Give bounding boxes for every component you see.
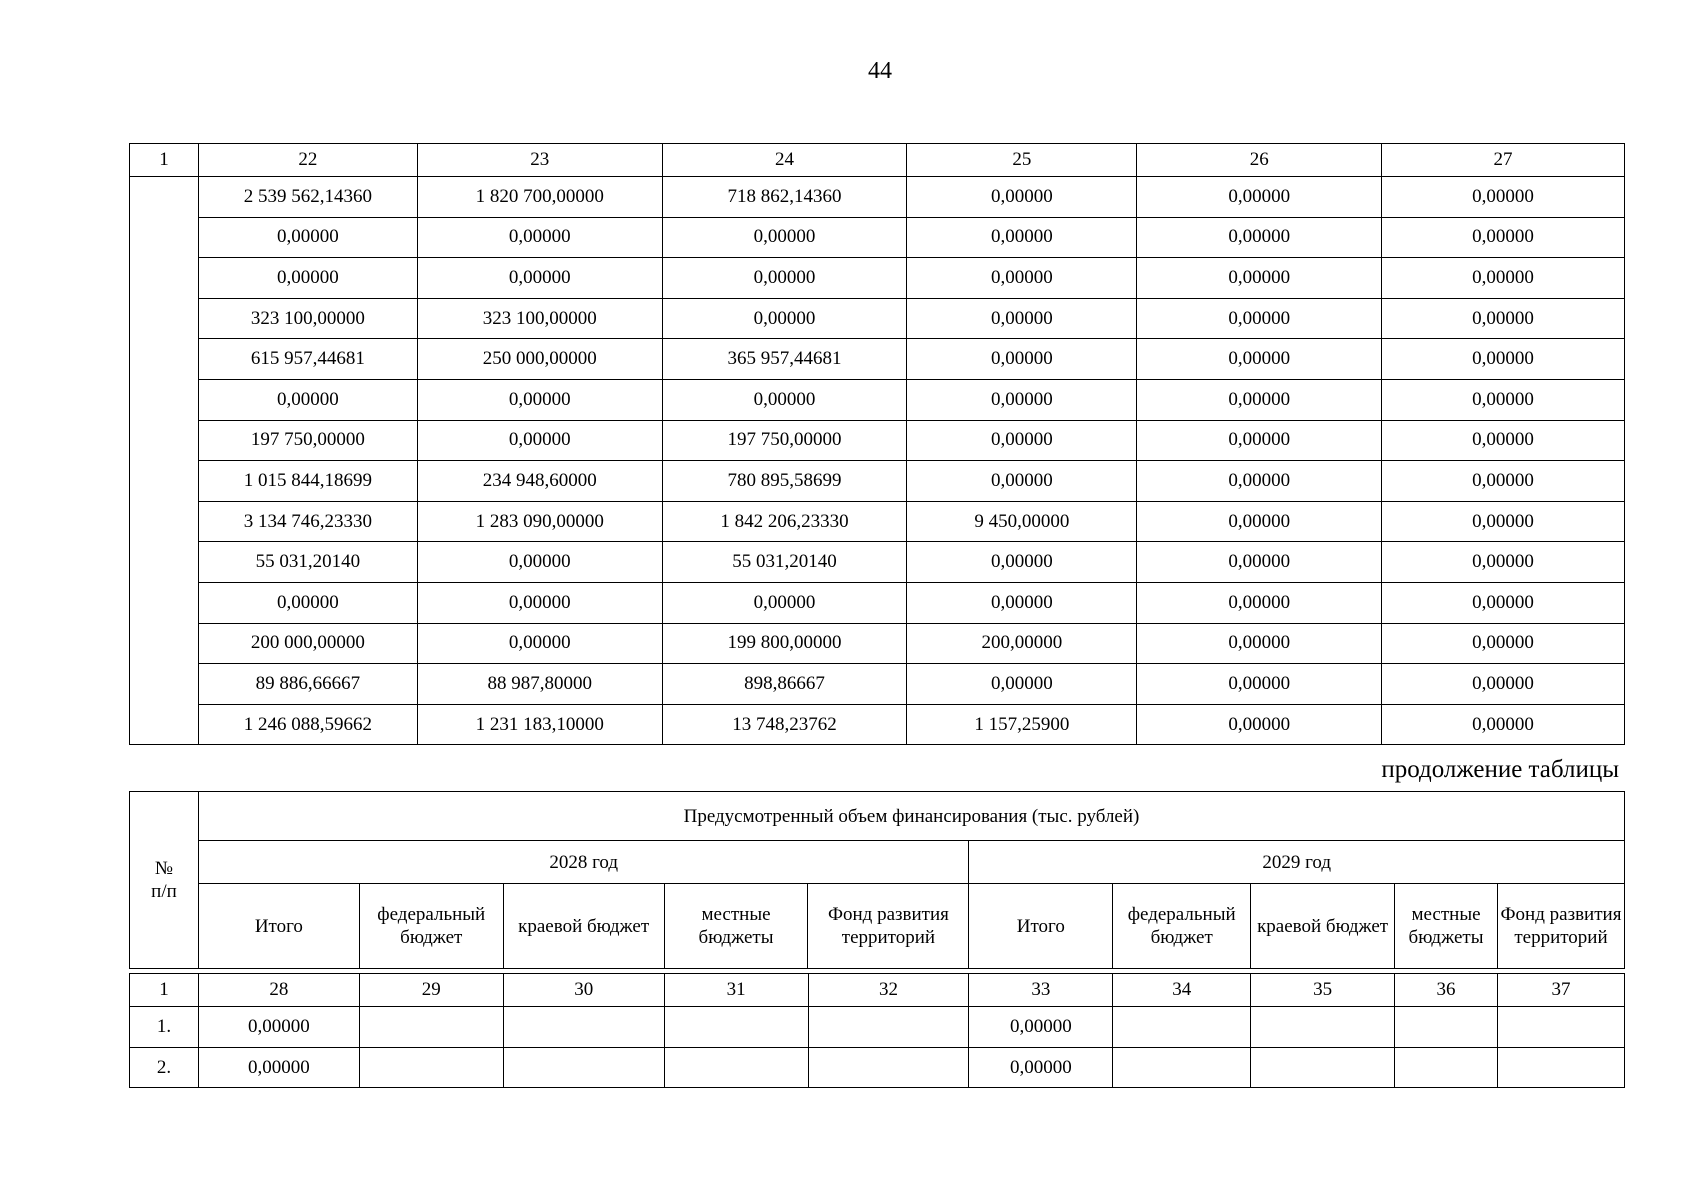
table-cell: 0,00000 — [1137, 704, 1382, 745]
row-number-cell: 1. — [130, 1007, 199, 1048]
table-cell: 234 948,60000 — [417, 461, 662, 502]
financing-table-header — [129, 791, 1625, 969]
table-cell: 197 750,00000 — [198, 420, 417, 461]
table-cell: 0,00000 — [417, 623, 662, 664]
column-number: 27 — [1382, 144, 1625, 177]
column-number-row — [130, 974, 1625, 1007]
table-cell — [664, 1007, 808, 1048]
table-cell: 0,00000 — [907, 258, 1137, 299]
table-row — [130, 420, 1625, 461]
table-cell: 0,00000 — [662, 298, 907, 339]
column-number: 26 — [1137, 144, 1382, 177]
table-cell: 0,00000 — [1137, 217, 1382, 258]
table-cell: 0,00000 — [417, 258, 662, 299]
column-number: 36 — [1395, 974, 1498, 1007]
table-cell: 0,00000 — [907, 217, 1137, 258]
table-cell: 0,00000 — [1137, 623, 1382, 664]
table-row — [130, 177, 1625, 218]
table-cell: 0,00000 — [1137, 542, 1382, 583]
table-cell: 0,00000 — [1137, 461, 1382, 502]
table-cell: 0,00000 — [907, 339, 1137, 380]
table-cell: 0,00000 — [198, 1047, 359, 1088]
table-row — [130, 623, 1625, 664]
table-cell — [503, 1047, 664, 1088]
table-cell: 898,86667 — [662, 664, 907, 705]
table-cell: 0,00000 — [907, 420, 1137, 461]
table-cell — [359, 1007, 503, 1048]
table-cell: 0,00000 — [907, 379, 1137, 420]
budget-column-header: Итого — [198, 884, 359, 969]
column-number: 25 — [907, 144, 1137, 177]
budget-column-header: местные бюджеты — [1395, 884, 1498, 969]
column-number: 22 — [198, 144, 417, 177]
column-number: 24 — [662, 144, 907, 177]
table-row — [130, 1007, 1625, 1048]
budget-column-header: Фонд развития территорий — [1497, 884, 1624, 969]
table-cell: 3 134 746,23330 — [198, 501, 417, 542]
table-cell: 200 000,00000 — [198, 623, 417, 664]
table-cell: 89 886,66667 — [198, 664, 417, 705]
table-cell: 0,00000 — [1382, 542, 1625, 583]
table-cell: 0,00000 — [1137, 177, 1382, 218]
column-number-row — [130, 144, 1625, 177]
table-cell: 1 246 088,59662 — [198, 704, 417, 745]
table-cell: 0,00000 — [1382, 420, 1625, 461]
column-number: 1 — [130, 974, 199, 1007]
table-cell: 1 283 090,00000 — [417, 501, 662, 542]
financing-volume-title: Предусмотренный объем финансирования (тыс. рублей) — [198, 792, 1624, 841]
table-cell — [808, 1007, 969, 1048]
column-number: 33 — [969, 974, 1113, 1007]
table-row — [130, 461, 1625, 502]
column-number: 35 — [1251, 974, 1395, 1007]
row-number-cell — [130, 177, 199, 745]
table-cell: 55 031,20140 — [198, 542, 417, 583]
table-cell — [1395, 1007, 1498, 1048]
table-cell: 0,00000 — [1137, 298, 1382, 339]
budget-column-header: федеральный бюджет — [1113, 884, 1251, 969]
table-cell: 2 539 562,14360 — [198, 177, 417, 218]
table-cell: 0,00000 — [1137, 664, 1382, 705]
table-cell: 0,00000 — [1382, 664, 1625, 705]
table-cell: 199 800,00000 — [662, 623, 907, 664]
table-cell — [808, 1047, 969, 1088]
year-2028-header: 2028 год — [198, 841, 968, 884]
table-cell: 55 031,20140 — [662, 542, 907, 583]
table-cell: 0,00000 — [1137, 420, 1382, 461]
table-cell: 250 000,00000 — [417, 339, 662, 380]
table-cell — [1251, 1007, 1395, 1048]
year-2029-header: 2029 год — [969, 841, 1625, 884]
table-cell — [1113, 1047, 1251, 1088]
table-cell: 0,00000 — [907, 664, 1137, 705]
table-row — [130, 339, 1625, 380]
table-cell: 0,00000 — [907, 461, 1137, 502]
table-cell: 323 100,00000 — [417, 298, 662, 339]
table-cell: 0,00000 — [662, 258, 907, 299]
financing-table-upper — [129, 143, 1625, 745]
table-cell: 0,00000 — [417, 379, 662, 420]
table-cell: 0,00000 — [1382, 461, 1625, 502]
table-cell: 0,00000 — [417, 420, 662, 461]
table-row — [130, 664, 1625, 705]
table-cell: 0,00000 — [1137, 501, 1382, 542]
table-cell — [359, 1047, 503, 1088]
table-cell: 0,00000 — [1382, 379, 1625, 420]
table-cell: 0,00000 — [417, 582, 662, 623]
table-row — [130, 379, 1625, 420]
table-row — [130, 217, 1625, 258]
table-cell: 0,00000 — [907, 542, 1137, 583]
table-row — [130, 542, 1625, 583]
table-cell: 0,00000 — [417, 217, 662, 258]
table-cell: 0,00000 — [1382, 704, 1625, 745]
budget-column-header: краевой бюджет — [1251, 884, 1395, 969]
table-cell: 1 157,25900 — [907, 704, 1137, 745]
financing-table-lower — [129, 973, 1625, 1088]
table-row — [130, 704, 1625, 745]
table-cell — [664, 1047, 808, 1088]
column-number: 34 — [1113, 974, 1251, 1007]
table-cell: 0,00000 — [1137, 379, 1382, 420]
table-row — [130, 1047, 1625, 1088]
budget-column-header: Итого — [969, 884, 1113, 969]
table-cell: 615 957,44681 — [198, 339, 417, 380]
table-cell: 0,00000 — [1382, 298, 1625, 339]
table-continuation-caption: продолжение таблицы — [1381, 756, 1619, 783]
table-cell: 0,00000 — [1382, 217, 1625, 258]
table-cell: 780 895,58699 — [662, 461, 907, 502]
table-cell — [1498, 1007, 1625, 1048]
column-number: 28 — [198, 974, 359, 1007]
table-cell: 0,00000 — [662, 582, 907, 623]
table-cell: 0,00000 — [198, 258, 417, 299]
table-cell: 0,00000 — [969, 1047, 1113, 1088]
table-cell — [503, 1007, 664, 1048]
table-cell: 0,00000 — [907, 582, 1137, 623]
table-cell: 718 862,14360 — [662, 177, 907, 218]
table-cell: 197 750,00000 — [662, 420, 907, 461]
table-cell: 0,00000 — [198, 1007, 359, 1048]
table-cell: 0,00000 — [1382, 623, 1625, 664]
table-row — [130, 501, 1625, 542]
table-cell: 9 450,00000 — [907, 501, 1137, 542]
table-cell: 1 231 183,10000 — [417, 704, 662, 745]
table-cell: 1 015 844,18699 — [198, 461, 417, 502]
table-cell: 0,00000 — [1137, 582, 1382, 623]
table-cell: 0,00000 — [198, 379, 417, 420]
table-cell: 0,00000 — [662, 217, 907, 258]
table-cell: 0,00000 — [907, 177, 1137, 218]
budget-column-header: федеральный бюджет — [359, 884, 503, 969]
table-cell: 365 957,44681 — [662, 339, 907, 380]
table-cell: 1 842 206,23330 — [662, 501, 907, 542]
budget-column-header: Фонд развития территорий — [808, 884, 969, 969]
column-number: 32 — [808, 974, 969, 1007]
page-number: 44 — [868, 58, 892, 84]
table-cell: 0,00000 — [1382, 582, 1625, 623]
column-number: 37 — [1498, 974, 1625, 1007]
table-cell: 200,00000 — [907, 623, 1137, 664]
table-cell: 0,00000 — [198, 582, 417, 623]
table-cell: 0,00000 — [907, 298, 1137, 339]
column-number: 29 — [359, 974, 503, 1007]
budget-column-header: краевой бюджет — [503, 884, 664, 969]
table-cell: 0,00000 — [198, 217, 417, 258]
column-number: 31 — [664, 974, 808, 1007]
table-cell: 0,00000 — [1382, 177, 1625, 218]
table-cell: 0,00000 — [1137, 339, 1382, 380]
table-cell: 0,00000 — [417, 542, 662, 583]
table-cell: 13 748,23762 — [662, 704, 907, 745]
row-number-cell: 2. — [130, 1047, 199, 1088]
table-cell: 0,00000 — [1382, 501, 1625, 542]
table-cell — [1113, 1007, 1251, 1048]
table-cell — [1395, 1047, 1498, 1088]
table-cell: 0,00000 — [1137, 258, 1382, 299]
table-row — [130, 298, 1625, 339]
row-number-header: № п/п — [130, 792, 199, 969]
table-cell: 0,00000 — [1382, 339, 1625, 380]
table-cell: 323 100,00000 — [198, 298, 417, 339]
table-cell: 88 987,80000 — [417, 664, 662, 705]
table-cell: 0,00000 — [969, 1007, 1113, 1048]
table-cell — [1251, 1047, 1395, 1088]
column-number: 30 — [503, 974, 664, 1007]
column-number: 1 — [130, 144, 199, 177]
column-number: 23 — [417, 144, 662, 177]
table-cell: 1 820 700,00000 — [417, 177, 662, 218]
table-row — [130, 582, 1625, 623]
table-cell — [1498, 1047, 1625, 1088]
table-cell: 0,00000 — [662, 379, 907, 420]
table-cell: 0,00000 — [1382, 258, 1625, 299]
budget-column-header: местные бюджеты — [664, 884, 808, 969]
table-row — [130, 258, 1625, 299]
